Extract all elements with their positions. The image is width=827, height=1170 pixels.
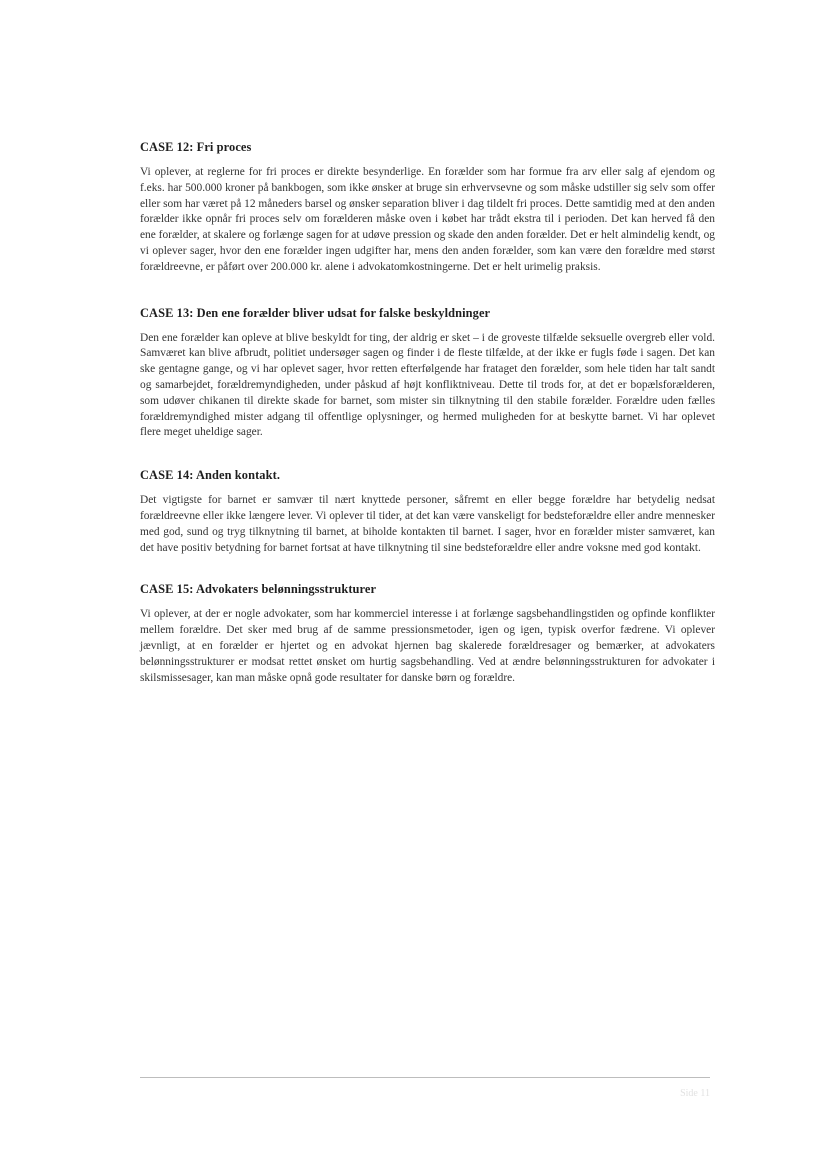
case-14-heading: CASE 14: Anden kontakt. — [140, 468, 281, 483]
case-12-section — [140, 138, 715, 276]
document-content — [140, 138, 715, 686]
case-13-body: Den ene forælder kan opleve at blive beskyldt for ting, der aldrig er sket – i de groveste tilfælde seksuelle overgreb eller vold. Samværet kan blive afbrudt, politiet undersøger sagen og finder i de fleste tilfælde, at der ikke er fugls føde i sagen. Det kan ske gentagne gange, og vi har oplevet sager, hvor retten efterfølgende har frataget den forælder, som hele tiden har talt sandt og samarbejdet, forældremyndigheden, under påskud af højt konfliktniveau. Dette til trods for, at det er bopælsforælderen, som udøver chikanen til direkte skade for barnet, som mister sin tilknytning til den stabile forælder. Forældre uden fælles forældremyndighed mister adgang til offentlige oplysninger, og hermed muligheden for at beskytte barnet. Vi har oplevet flere meget uheldige sager. — [140, 331, 715, 439]
page-number: Side 11 — [680, 1088, 710, 1099]
case-14-section — [140, 466, 715, 556]
case-15-body: Vi oplever, at der er nogle advokater, som har kommerciel interesse i at forlænge sagsbehandlingstiden og opfinde konflikter mellem forældre. Det sker med brug af de samme pressionsmetoder, igen og igen, typisk overfor fædrene. Vi oplever jævnligt, at en forælder er hjertet og en advokat hjernen bag skalerede forældresager og bemærker, at advokaters belønningsstrukturer er modsat rettet ønsket om hurtig sagsbehandling. Ved at ændre belønningsstrukturen for advokater i skilsmissesager, kan man måske opnå gode resultater for danske børn og forældre. — [140, 608, 715, 684]
case-14-body: Det vigtigste for barnet er samvær til nært knyttede personer, såfremt en eller begge forældre har betydelig nedsat forældreevne eller ikke længere lever. Vi oplever til tider, at det kan være vanskeligt for bedsteforældre eller andre mennesker med god, sund og tryg tilknytning til barnet, at biholde kontakten til barnet. I sager, hvor en forælder mister samværet, kan det have positiv betydning for barnet fortsat at have tilknytning til sine bedsteforældre eller andre voksne med god kontakt. — [140, 494, 715, 554]
case-12-heading: CASE 12: Fri proces — [140, 140, 252, 154]
case-12-body: Vi oplever, at reglerne for fri proces er direkte besynderlige. En forælder som har formue fra arv eller salg af ejendom og f.eks. har 500.000 kroner på bankbogen, som ikke ønsker at bruge sin erhvervsevne og som måske udstiller sig selv som offer eller som har været på 12 måneders barsel og ønsker separation bliver i dag tildelt fri proces. Dette samtidig med at den anden forælder ikke opnår fri proces selv om forælderen måske oven i købet har trådt ekstra til i perioden. Det kan herved få den ene forælder, at skalere og forlænge sagen for at udøve pression og skade den anden forælder. Det er helt almindelig kendt, og vi oplever sager, hvor den ene forælder ingen udgifter har, mens den anden forælder, som kan være den forældre med størst forældreevne, er påført over 200.000 kr. alene i advokatomkostningerne. Det er helt urimelig praksis. — [140, 166, 715, 273]
footer-divider — [140, 1077, 710, 1078]
case-15-section — [140, 580, 715, 686]
case-13-heading: CASE 13: Den ene forælder bliver udsat for falske beskyldninger — [140, 305, 491, 320]
case-13-section — [140, 304, 715, 442]
case-15-heading: CASE 15: Advokaters belønningsstrukturer — [140, 582, 377, 597]
